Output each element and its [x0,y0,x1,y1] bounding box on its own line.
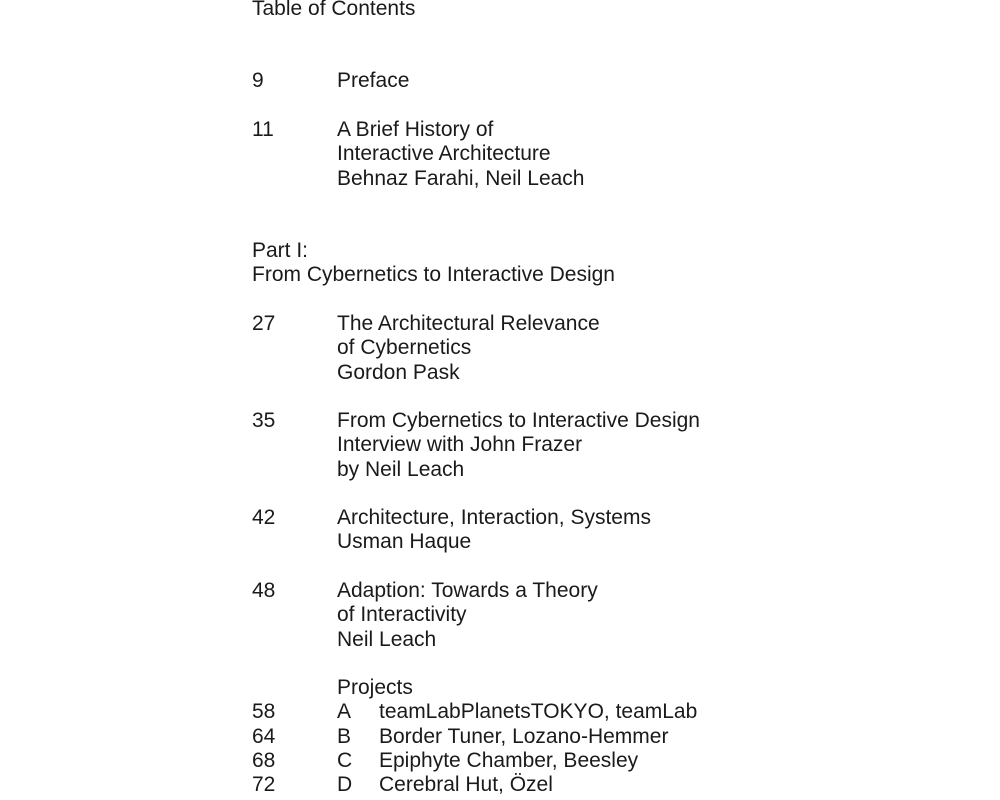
entry-author: Neil Leach [337,627,437,651]
project-row [252,773,697,797]
page-number: 11 [252,118,274,141]
part-title: From Cybernetics to Interactive Design [252,263,615,287]
page-number: 58 [252,700,276,724]
toc-entry-cybernetics-interview [252,409,700,482]
project-letter: B [337,724,352,748]
entry-title-line: From Cybernetics to Interactive Design [337,409,700,432]
page-number: 35 [252,409,276,432]
entry-text [337,506,651,555]
page-number: 27 [252,312,276,335]
project-letter: A [337,700,352,724]
entry-title-line: of Interactivity [337,603,467,627]
project-row [252,700,697,724]
entry-text [337,579,598,652]
entry-text [337,69,409,93]
part-heading [252,239,615,288]
project-letter: C [337,748,353,772]
project-letter: D [337,773,353,797]
page-number: 42 [252,506,276,529]
toc-entry-preface [252,69,409,93]
toc-entry-architecture-interaction-systems [252,506,651,555]
page-title: Table of Contents [252,0,416,20]
projects-section [252,676,697,797]
toc-entry-adaption [252,579,598,652]
entry-title-line: Interview with John Frazer [337,433,583,457]
toc-entry-brief-history [252,118,584,191]
entry-text [337,312,600,385]
page-number: 72 [252,773,276,797]
entry-title-line: of Cybernetics [337,336,472,360]
project-row [252,725,697,749]
table-of-contents-page [252,0,952,800]
page-number: 48 [252,579,276,602]
page-number: 68 [252,748,276,772]
entry-text [337,409,700,482]
part-label: Part I: [252,239,309,262]
page-number: 64 [252,724,276,748]
project-title: Border Tuner, Lozano-Hemmer [379,724,669,748]
entry-author: Gordon Pask [337,360,460,384]
entry-title-line: The Architectural Relevance [337,312,600,335]
project-title: Epiphyte Chamber, Beesley [379,748,639,772]
entry-author: Usman Haque [337,530,472,554]
entry-title-line: Interactive Architecture [337,142,551,166]
project-row [252,749,697,773]
projects-heading: Projects [337,676,413,699]
entry-author: by Neil Leach [337,457,465,481]
toc-entry-architectural-relevance [252,312,600,385]
entry-author: Behnaz Farahi, Neil Leach [337,166,585,190]
project-title: Cerebral Hut, Özel [379,773,553,797]
entry-title-line: A Brief History of [337,118,494,141]
entry-title-line: Adaption: Towards a Theory [337,579,598,602]
project-title: teamLabPlanetsTOKYO, teamLab [379,700,698,724]
entry-title: Preface [337,69,410,92]
page-number: 9 [252,69,264,92]
entry-text [337,118,584,191]
entry-title-line: Architecture, Interaction, Systems [337,506,651,529]
